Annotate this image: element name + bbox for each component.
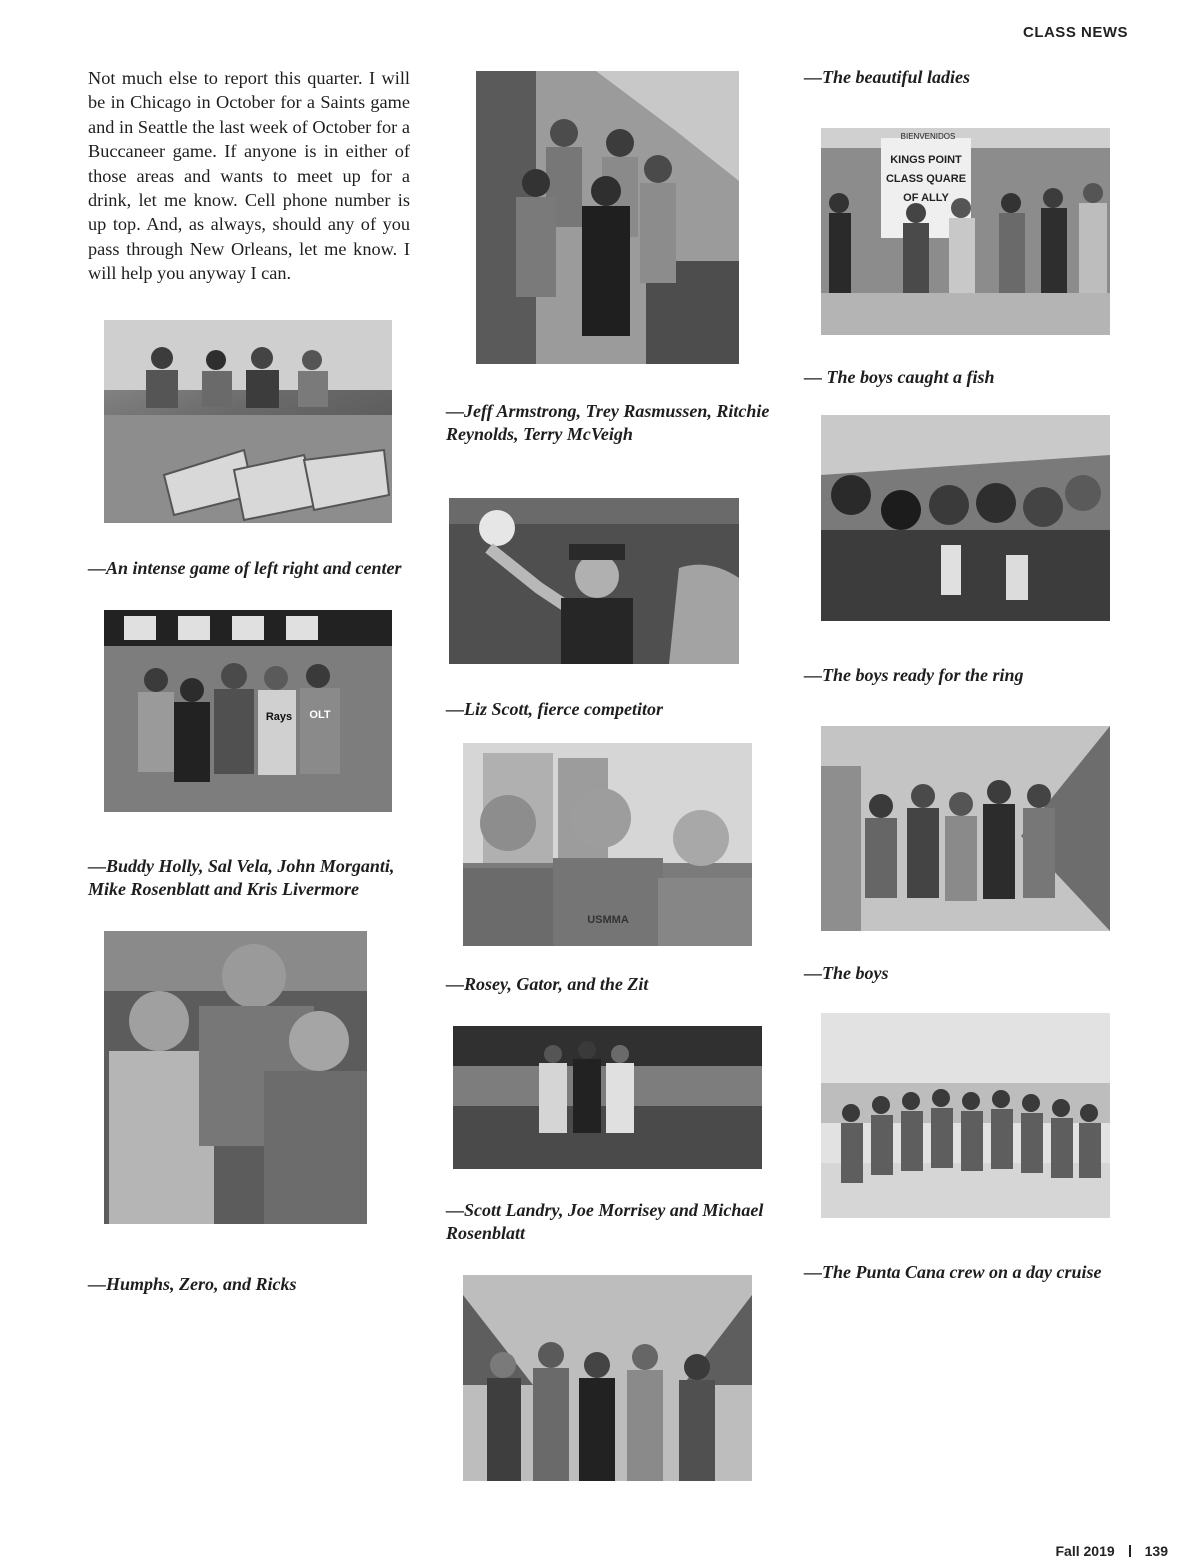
caption-boys: —The boys bbox=[804, 963, 889, 983]
photo-liz-pool bbox=[449, 498, 739, 664]
sign-line-2: CLASS QUARE bbox=[885, 173, 967, 185]
caption-ladies: —The beautiful ladies bbox=[804, 67, 970, 87]
photo-boys-stairs bbox=[821, 726, 1110, 931]
photo-kings-point-sign bbox=[821, 128, 1110, 335]
section-header: CLASS NEWS bbox=[1022, 24, 1128, 41]
footer-divider bbox=[1129, 1545, 1131, 1557]
caption-liz: —Liz Scott, fierce competitor bbox=[446, 699, 663, 719]
photo-bar-group bbox=[104, 610, 392, 812]
issue-label: Fall 2019 bbox=[1055, 1543, 1115, 1559]
caption-landry: —Scott Landry, Joe Morrisey and Michael Rosenblatt bbox=[446, 1200, 764, 1243]
caption-fish: — The boys caught a fish bbox=[804, 367, 995, 387]
shirt-usmma-text: USMMA bbox=[587, 914, 629, 926]
caption-rosey: —Rosey, Gator, and the Zit bbox=[446, 974, 649, 994]
photo-hikers bbox=[476, 71, 739, 364]
page-footer bbox=[1055, 1543, 1168, 1559]
sign-bienvenidos: BIENVENIDOS bbox=[900, 132, 956, 141]
page-number: 139 bbox=[1144, 1543, 1168, 1559]
intro-paragraph: Not much else to report this quarter. I will be in Chicago in October for a Saints game and in Seattle the last week of October for a Buccaneer game. If anyone is in either of those areas and wants to meet up for a drink, let me know. Cell phone number is up top. And, as always, should any of you pass through New Orleans, let me know. I will help you anyway I can. bbox=[88, 68, 410, 284]
caption-ring: —The boys ready for the ring bbox=[804, 665, 1024, 685]
photo-cruise-crew bbox=[821, 1013, 1110, 1218]
photo-rosey-gator-zit bbox=[463, 743, 752, 946]
photo-humphs bbox=[104, 931, 367, 1224]
sign-line-3: OF ALLY bbox=[903, 192, 949, 204]
photo-masks bbox=[821, 415, 1110, 621]
photo-card-game bbox=[104, 320, 392, 523]
caption-humphs: —Humphs, Zero, and Ricks bbox=[88, 1274, 297, 1294]
photo-landry-group bbox=[453, 1026, 762, 1169]
caption-game: —An intense game of left right and center bbox=[88, 558, 402, 578]
photo-ladies-stairs bbox=[463, 1275, 752, 1481]
shirt-rays-text: Rays bbox=[265, 711, 293, 723]
caption-hikers: —Jeff Armstrong, Trey Rasmussen, Ritchie Reynolds, Terry McVeigh bbox=[446, 401, 770, 444]
sign-line-1: KINGS POINT bbox=[890, 154, 962, 166]
shirt-colt-text: OLT bbox=[309, 709, 331, 721]
caption-bar-group: —Buddy Holly, Sal Vela, John Morganti, Mike Rosenblatt and Kris Livermore bbox=[88, 856, 395, 899]
caption-cruise: —The Punta Cana crew on a day cruise bbox=[804, 1262, 1102, 1282]
